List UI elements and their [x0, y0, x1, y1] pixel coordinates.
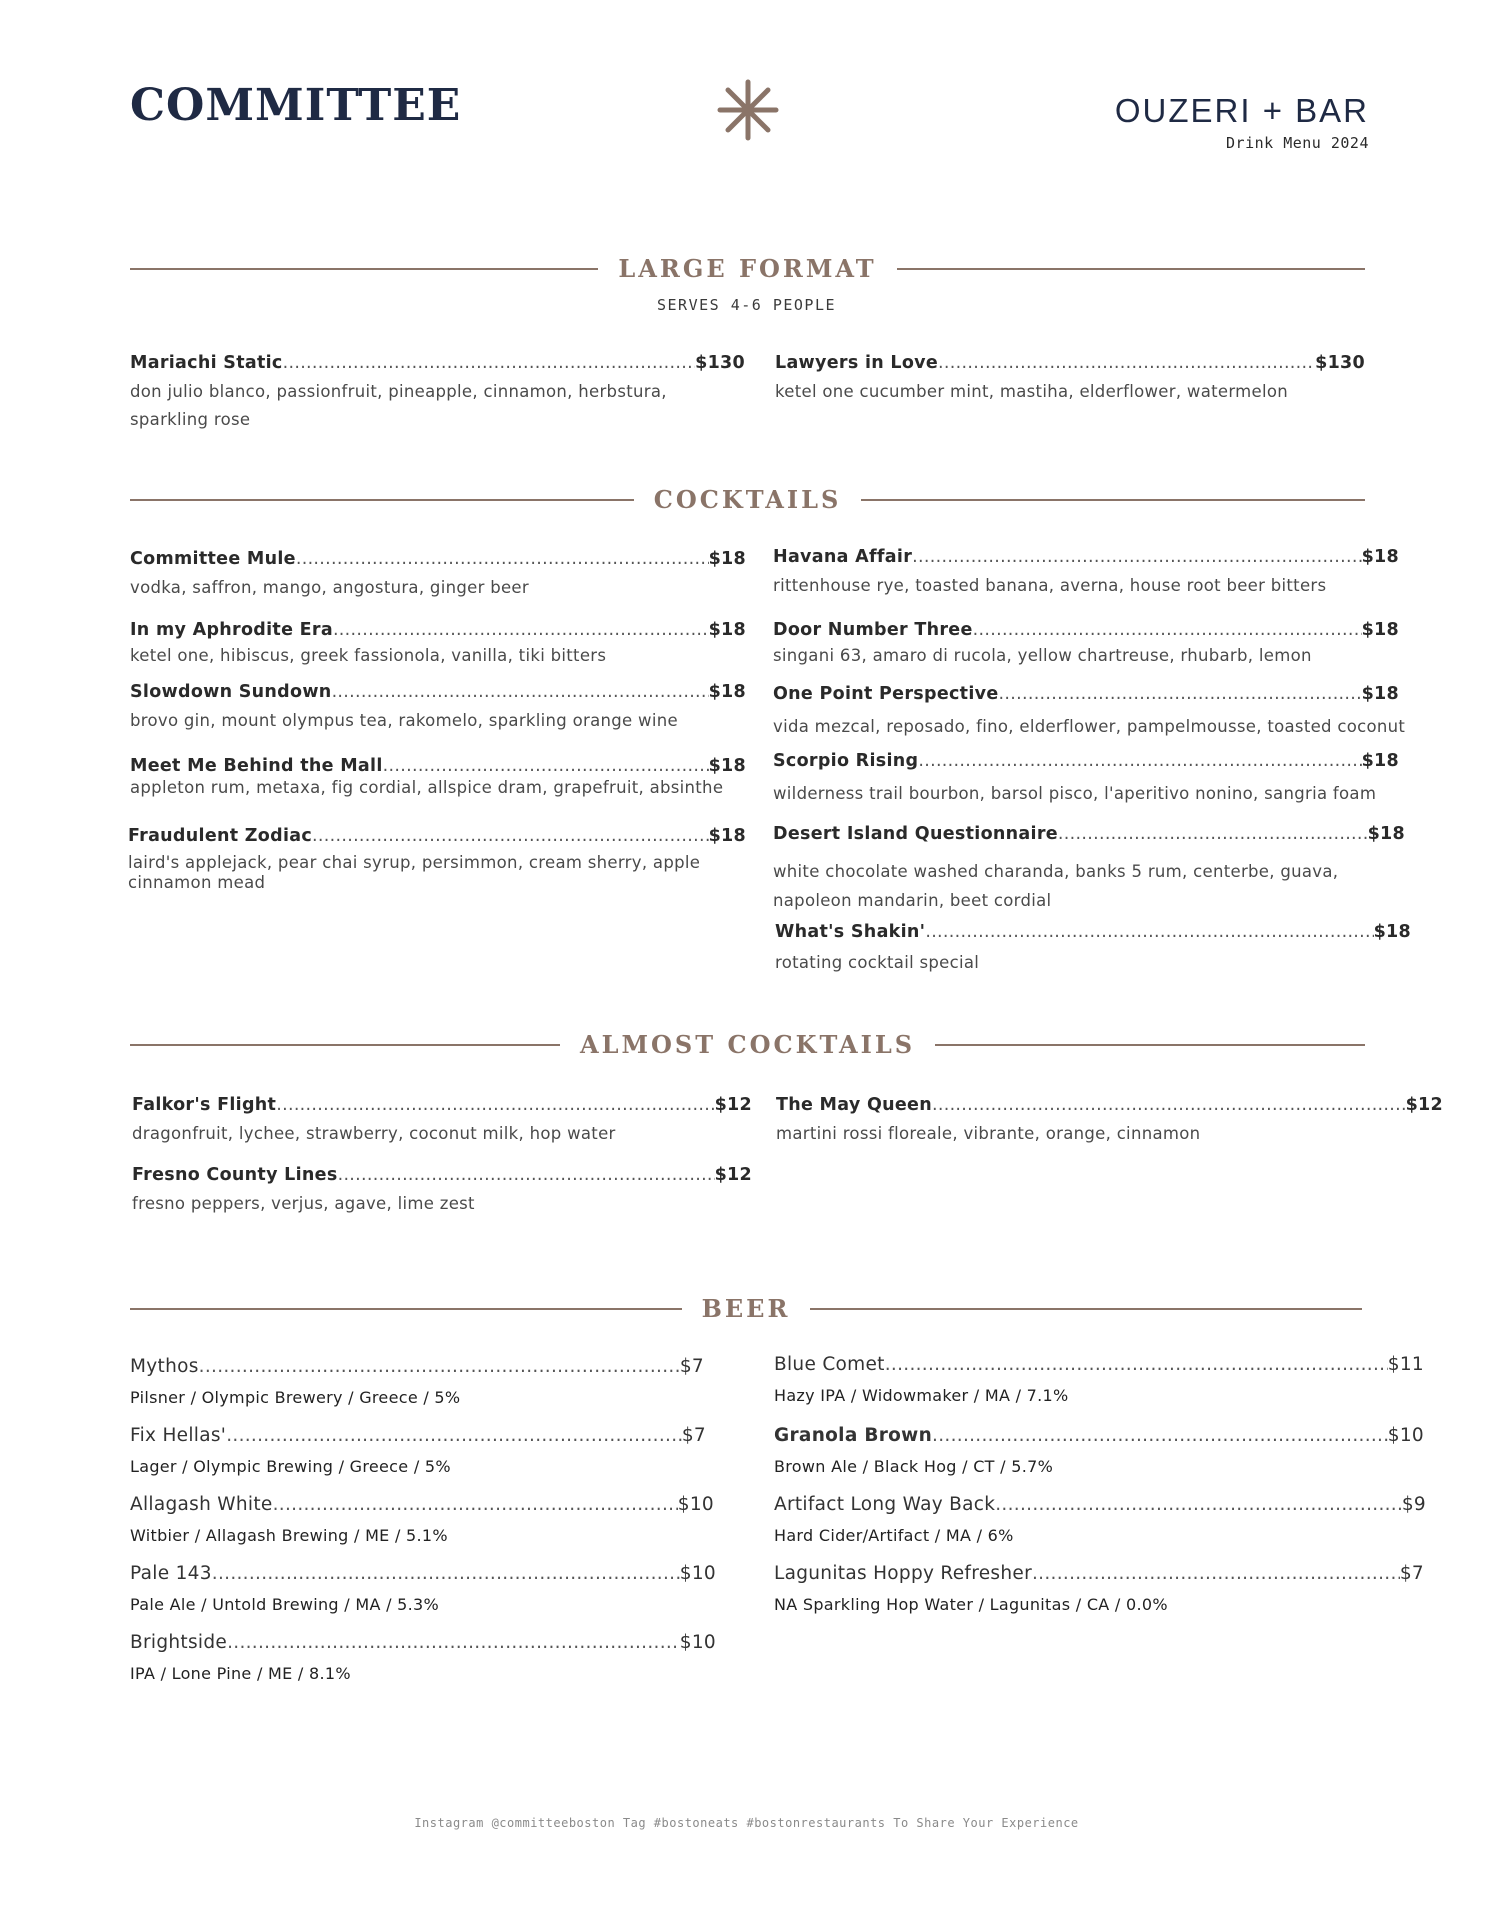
item-name: Desert Island Questionnaire	[773, 824, 1058, 844]
brand-logo: COMMITTEE	[130, 80, 462, 131]
leader-dots	[312, 825, 709, 847]
menu-item	[132, 1094, 752, 1148]
menu-label: Drink Menu 2024	[1226, 134, 1369, 152]
item-description: appleton rum, metaxa, fig cordial, allspice dram, grapefruit, absinthe	[130, 778, 724, 797]
item-name: Allagash White	[130, 1494, 273, 1515]
leader-dots	[338, 1164, 715, 1186]
asterisk-logo-icon	[716, 78, 780, 142]
menu-item	[130, 548, 746, 602]
leader-dots	[383, 755, 709, 777]
leader-dots	[995, 1494, 1402, 1516]
leader-dots	[283, 352, 695, 374]
leader-dots	[273, 1494, 678, 1516]
item-name: Fraudulent Zodiac	[128, 826, 313, 846]
item-price: $12	[714, 1095, 752, 1115]
item-description: Pilsner / Olympic Brewery / Greece / 5%	[130, 1388, 461, 1407]
section-almost-cocktails	[130, 1030, 1365, 1059]
item-price: $12	[1405, 1095, 1443, 1115]
menu-item	[128, 825, 746, 893]
leader-dots	[918, 750, 1361, 772]
item-description: don julio blanco, passionfruit, pineapple, cinnamon, herbstura, sparkling rose	[130, 382, 667, 429]
item-name: One Point Perspective	[773, 684, 999, 704]
divider	[130, 1044, 560, 1046]
divider	[897, 268, 1365, 270]
leader-dots	[212, 1563, 680, 1585]
item-price: $12	[714, 1165, 752, 1185]
item-name: The May Queen	[776, 1095, 932, 1115]
menu-item	[132, 1164, 752, 1218]
item-description: ketel one cucumber mint, mastiha, elderflower, watermelon	[775, 382, 1289, 401]
item-description: NA Sparkling Hop Water / Lagunitas / CA / 0.0%	[774, 1595, 1168, 1614]
item-description: rittenhouse rye, toasted banana, averna, house root beer bitters	[773, 576, 1327, 595]
beer-item	[774, 1494, 1426, 1550]
beer-item	[130, 1356, 704, 1412]
item-price: $18	[1361, 547, 1399, 567]
section-beer	[130, 1294, 1362, 1323]
menu-item	[130, 755, 746, 799]
menu-item	[773, 683, 1406, 741]
leader-dots	[938, 352, 1315, 374]
item-description: Brown Ale / Black Hog / CT / 5.7%	[774, 1457, 1054, 1476]
item-name: Granola Brown	[774, 1425, 933, 1446]
item-description: laird's applejack, pear chai syrup, persimmon, cream sherry, apple cinnamon mead	[128, 853, 701, 892]
item-name: Artifact Long Way Back	[774, 1494, 996, 1515]
item-description: wilderness trail bourbon, barsol pisco, l'aperitivo nonino, sangria foam	[773, 784, 1377, 803]
section-heading: ALMOST COCKTAILS	[579, 1030, 916, 1059]
menu-item	[775, 352, 1365, 406]
item-description: martini rossi floreale, vibrante, orange, cinnamon	[776, 1124, 1201, 1143]
item-price: $11	[1387, 1354, 1424, 1375]
divider	[861, 499, 1365, 501]
leader-dots	[333, 619, 709, 641]
item-description: Witbier / Allagash Brewing / ME / 5.1%	[130, 1526, 448, 1545]
item-description: singani 63, amaro di rucola, yellow chartreuse, rhubarb, lemon	[773, 646, 1312, 665]
item-name: What's Shakin'	[775, 922, 926, 942]
item-name: Mythos	[130, 1356, 199, 1377]
item-price: $10	[1387, 1425, 1424, 1446]
divider	[810, 1308, 1362, 1310]
item-description: vida mezcal, reposado, fino, elderflower, pampelmousse, toasted coconut	[773, 717, 1406, 736]
item-price: $18	[708, 826, 746, 846]
item-description: Pale Ale / Untold Brewing / MA / 5.3%	[130, 1595, 440, 1614]
item-name: Meet Me Behind the Mall	[130, 756, 383, 776]
item-name: Brightside	[130, 1632, 228, 1653]
item-description: brovo gin, mount olympus tea, rakomelo, sparkling orange wine	[130, 711, 678, 730]
menu-item	[130, 352, 745, 434]
item-name: In my Aphrodite Era	[130, 620, 333, 640]
item-name: Mariachi Static	[130, 353, 283, 373]
beer-item	[130, 1632, 716, 1688]
leader-dots	[925, 921, 1373, 943]
leader-dots	[227, 1632, 680, 1654]
item-name: Fresno County Lines	[132, 1165, 338, 1185]
leader-dots	[332, 681, 709, 703]
item-description: IPA / Lone Pine / ME / 8.1%	[130, 1664, 351, 1683]
item-name: Pale 143	[130, 1563, 212, 1584]
item-price: $18	[708, 756, 746, 776]
beer-item	[774, 1563, 1424, 1619]
item-price: $130	[1315, 353, 1365, 373]
item-price: $18	[1361, 684, 1399, 704]
leader-dots	[276, 1094, 714, 1116]
beer-item	[774, 1354, 1424, 1410]
leader-dots	[885, 1354, 1388, 1376]
item-price: $7	[679, 1356, 704, 1377]
item-description: vodka, saffron, mango, angostura, ginger beer	[130, 578, 529, 597]
leader-dots	[199, 1356, 680, 1378]
divider	[130, 499, 634, 501]
item-description: ketel one, hibiscus, greek fassionola, vanilla, tiki bitters	[130, 646, 607, 665]
item-price: $10	[679, 1632, 716, 1653]
item-name: Lawyers in Love	[775, 353, 939, 373]
menu-item	[773, 750, 1399, 808]
item-description: Lager / Olympic Brewing / Greece / 5%	[130, 1457, 451, 1476]
item-description: Hazy IPA / Widowmaker / MA / 7.1%	[774, 1386, 1069, 1405]
item-name: Committee Mule	[130, 549, 296, 569]
item-name: Scorpio Rising	[773, 751, 919, 771]
menu-item	[773, 546, 1399, 600]
section-heading: COCKTAILS	[653, 485, 842, 514]
section-large-format	[130, 254, 1365, 283]
item-price: $7	[681, 1425, 706, 1446]
leader-dots	[932, 1094, 1406, 1116]
item-name: Blue Comet	[774, 1354, 885, 1375]
divider	[130, 1308, 682, 1310]
menu-item	[776, 1094, 1443, 1148]
leader-dots	[912, 546, 1361, 568]
section-subheading: SERVES 4-6 PEOPLE	[656, 296, 837, 314]
item-description: dragonfruit, lychee, strawberry, coconut milk, hop water	[132, 1124, 616, 1143]
section-cocktails	[130, 485, 1365, 514]
section-heading: LARGE FORMAT	[618, 254, 877, 283]
item-price: $10	[677, 1494, 714, 1515]
menu-item	[130, 619, 746, 667]
venue-title: OUZERI + BAR	[1114, 92, 1369, 129]
leader-dots	[973, 619, 1362, 641]
item-price: $18	[1367, 824, 1405, 844]
footer-social: Instagram @committeeboston Tag #bostoneats #bostonrestaurants To Share Your Experience	[414, 1816, 1079, 1830]
beer-item	[130, 1425, 706, 1481]
menu-item	[130, 681, 746, 735]
menu-item	[775, 921, 1411, 977]
item-description: fresno peppers, verjus, agave, lime zest	[132, 1194, 475, 1213]
item-description: Hard Cider/Artifact / MA / 6%	[774, 1526, 1014, 1545]
divider	[130, 268, 598, 270]
item-price: $130	[695, 353, 745, 373]
item-name: Slowdown Sundown	[130, 682, 332, 702]
beer-item	[774, 1425, 1424, 1481]
item-price: $18	[708, 620, 746, 640]
venue-block	[1115, 92, 1369, 152]
beer-item	[130, 1563, 716, 1619]
leader-dots	[932, 1425, 1388, 1447]
menu-item	[773, 619, 1399, 667]
item-price: $18	[708, 549, 746, 569]
item-price: $18	[1361, 751, 1399, 771]
item-name: Door Number Three	[773, 620, 973, 640]
item-name: Falkor's Flight	[132, 1095, 277, 1115]
item-name: Lagunitas Hoppy Refresher	[774, 1563, 1032, 1584]
leader-dots	[1032, 1563, 1400, 1585]
item-name: Fix Hellas'	[130, 1425, 227, 1446]
section-heading: BEER	[701, 1294, 791, 1323]
beer-item	[130, 1494, 714, 1550]
item-description: white chocolate washed charanda, banks 5 rum, centerbe, guava, napoleon mandarin, beet cordial	[773, 862, 1339, 910]
item-price: $7	[1399, 1563, 1424, 1584]
item-price: $10	[679, 1563, 716, 1584]
leader-dots	[1058, 823, 1368, 845]
divider	[935, 1044, 1365, 1046]
leader-dots	[226, 1425, 682, 1447]
item-price: $18	[1361, 620, 1399, 640]
menu-item	[773, 823, 1405, 915]
leader-dots	[999, 683, 1362, 705]
item-price: $18	[1373, 922, 1411, 942]
leader-dots	[296, 548, 709, 570]
item-description: rotating cocktail special	[775, 953, 980, 972]
item-price: $18	[708, 682, 746, 702]
item-name: Havana Affair	[773, 547, 913, 567]
item-price: $9	[1401, 1494, 1426, 1515]
